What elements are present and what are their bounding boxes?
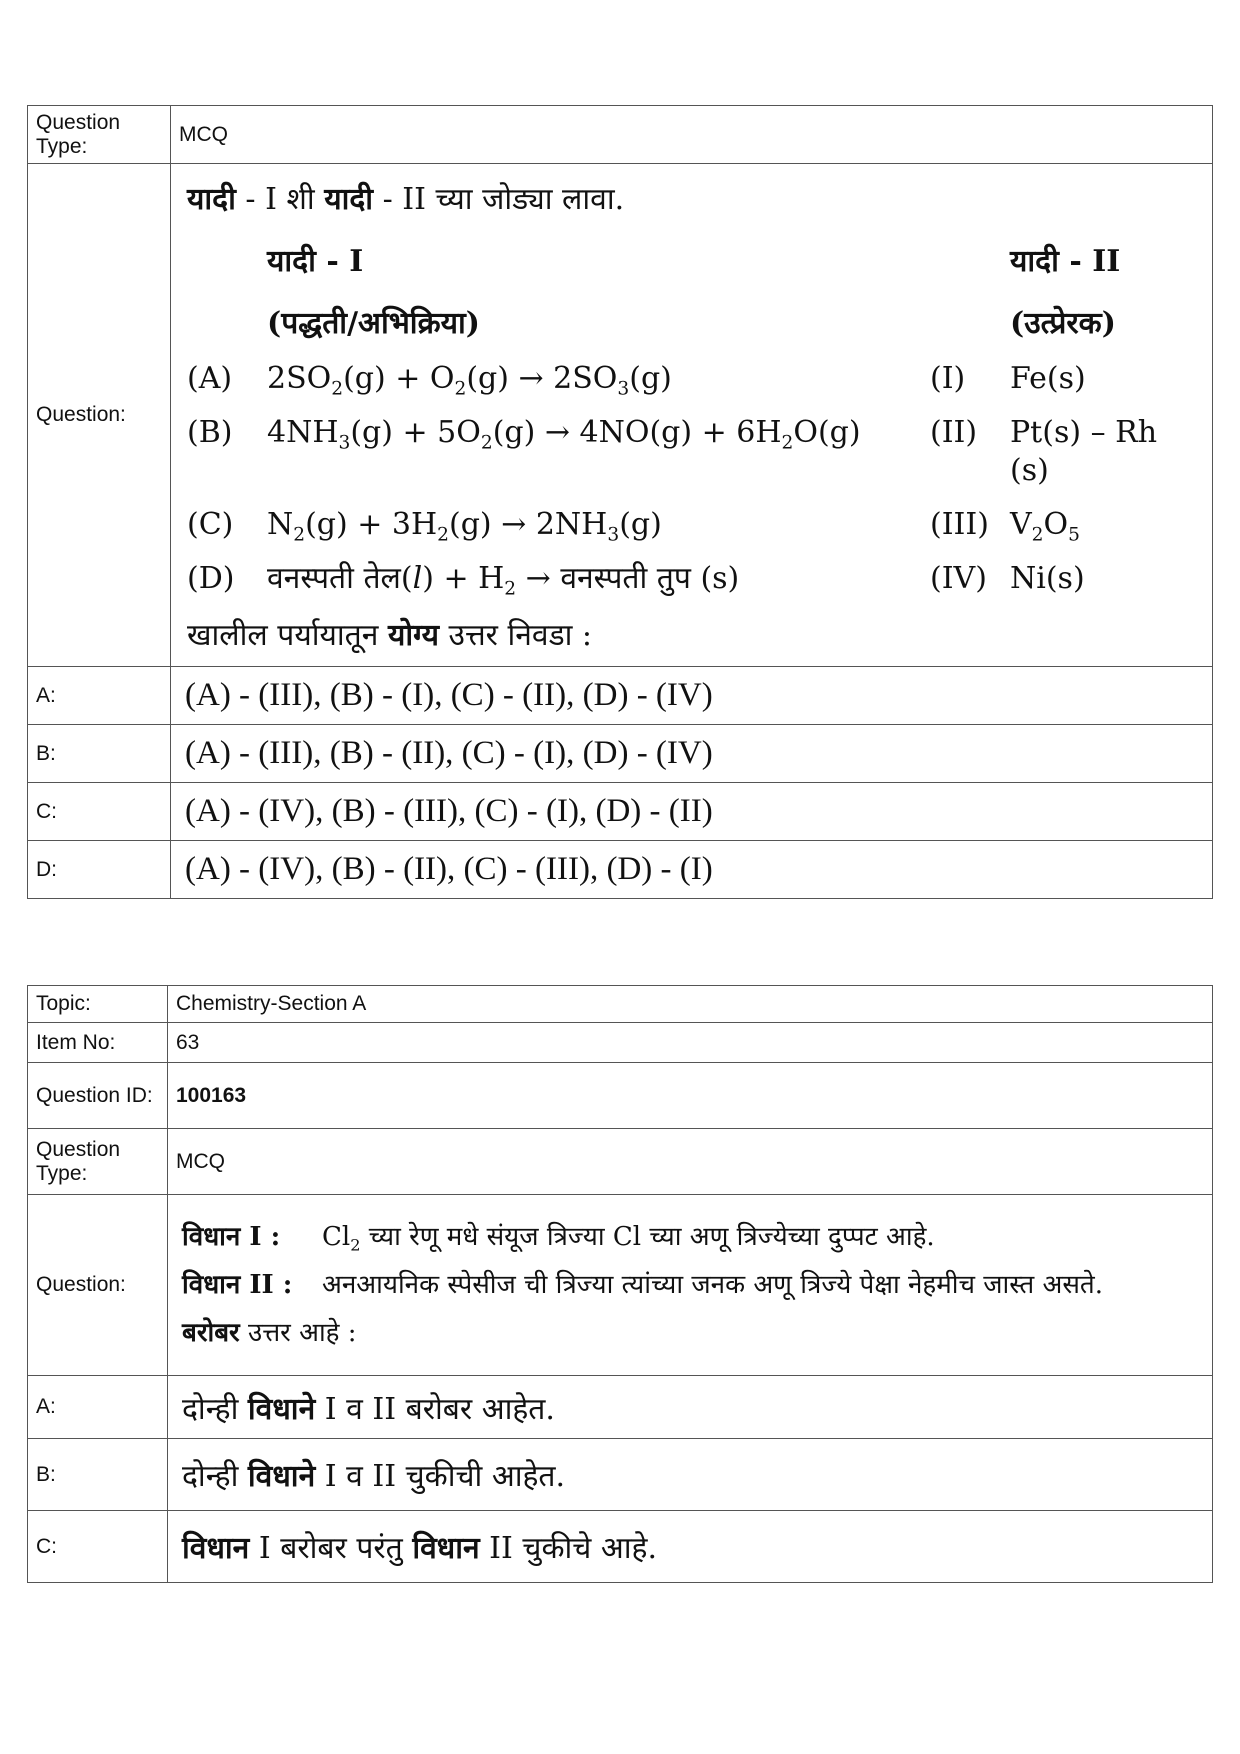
option-row-c[interactable] [28,783,1213,841]
option-b-text-2[interactable]: दोन्ही विधाने I व II चुकीची आहेत. [168,1439,1213,1511]
catalyst-iii: $V_2O_5$ [1010,507,1080,546]
question-label-2: Question: [28,1195,168,1376]
option-a-label: A: [28,667,171,725]
option-row-a-2[interactable] [28,1376,1213,1439]
list1-heading: यादी - I [267,244,364,279]
option-c-text-2[interactable]: विधान I बरोबर परंतु विधान II चुकीचे आहे. [168,1511,1213,1583]
option-b-label: B: [28,725,171,783]
question-row-2 [28,1195,1213,1376]
option-d-text[interactable]: (A) - (IV), (B) - (II), (C) - (III), (D) - (I) [171,841,1213,899]
list-subheaders [187,304,1200,344]
list-headers [187,242,1200,282]
topic-value: Chemistry-Section A [168,986,1213,1023]
question-id-label: Question ID: [28,1063,168,1129]
question-intro: यादी - I शी यादी - II च्या जोड्या लावा. [187,182,625,217]
question-type-label: Question Type: [28,106,171,164]
equation-a: $2SO_2(g) + O_2(g) \to 2SO_3(g)$ [267,361,672,400]
option-b-label-2: B: [28,1439,168,1511]
pair-a: (A) $2SO_2(g) + O_2(g) \to 2SO_3(g)$ (I) Fe(s) [187,360,1200,398]
statement-1: विधान I : $Cl_2$ च्या रेणू मधे संयूज त्रिज्या Cl च्या अणू त्रिज्येच्या दुप्पट आहे. [182,1222,935,1255]
option-b-text[interactable]: (A) - (III), (B) - (II), (C) - (I), (D) - (IV) [171,725,1213,783]
question-id-value: 100163 [168,1063,1213,1129]
catalyst-iv: Ni(s) [1010,561,1085,596]
question-type-row-2 [28,1129,1213,1195]
list2-heading: यादी - II [1010,244,1121,279]
question-id-row [28,1063,1213,1129]
option-c-label: C: [28,783,171,841]
pair-c: (C) $N_2(g) + 3H_2(g) \to 2NH_3(g)$ (III) $V_2O_5$ [187,506,1200,544]
catalyst-i: Fe(s) [1010,361,1086,396]
option-row-a[interactable] [28,667,1213,725]
option-a-label-2: A: [28,1376,168,1439]
item-no-value: 63 [168,1023,1213,1063]
option-a-text[interactable]: (A) - (III), (B) - (I), (C) - (II), (D) - (IV) [171,667,1213,725]
question-row [28,164,1213,667]
question-type-value: MCQ [171,106,1213,164]
option-row-d[interactable] [28,841,1213,899]
option-d-label: D: [28,841,171,899]
pair-d: (D) वनस्पती तेल(l) + $H_2$ → वनस्पती तुप (s) (IV) Ni(s) [187,560,1200,598]
list2-subheading: (उत्प्रेरक) [1010,306,1116,341]
pair-b: (B) $4NH_3(g) + 5O_2(g) \to 4NO(g) + 6H_2O(g)$ (II) Pt(s) – Rh (s) [187,414,1200,490]
equation-c: $N_2(g) + 3H_2(g) \to 2NH_3(g)$ [267,507,662,546]
list1-subheading: (पद्धती/अभिक्रिया) [267,306,480,341]
equation-d: वनस्पती तेल(l) + $H_2$ → वनस्पती तुप (s) [267,561,740,600]
question-label: Question: [28,164,171,667]
option-c-label-2: C: [28,1511,168,1583]
option-row-b[interactable] [28,725,1213,783]
equation-b: $4NH_3(g) + 5O_2(g) \to 4NO(g) + 6H_2O(g)$ [267,415,861,454]
statement-2: विधान II : अनआयनिक स्पेसीज ची त्रिज्या त्यांच्या जनक अणू त्रिज्ये पेक्षा नेहमीच जास्त असते. [182,1270,1104,1300]
question-block-1 [27,105,1213,899]
option-a-text-2[interactable]: दोन्ही विधाने I व II बरोबर आहेत. [168,1376,1213,1439]
question-body-2 [168,1195,1213,1376]
answer-prompt: बरोबर उत्तर आहे : [182,1318,357,1348]
question-type-row [28,106,1213,164]
question-type-label-2: Question Type: [28,1129,168,1195]
option-c-text[interactable]: (A) - (IV), (B) - (III), (C) - (I), (D) - (II) [171,783,1213,841]
match-pairs [187,360,1200,598]
question-body [171,164,1213,667]
catalyst-ii: Pt(s) – Rh (s) [1010,415,1158,488]
topic-label: Topic: [28,986,168,1023]
option-row-b-2[interactable] [28,1439,1213,1511]
item-no-row [28,1023,1213,1063]
item-no-label: Item No: [28,1023,168,1063]
question-footer: खालील पर्यायातून योग्य उत्तर निवडा : [187,618,593,653]
topic-row [28,986,1213,1023]
question-block-2 [27,985,1213,1583]
option-row-c-2[interactable] [28,1511,1213,1583]
question-type-value-2: MCQ [168,1129,1213,1195]
